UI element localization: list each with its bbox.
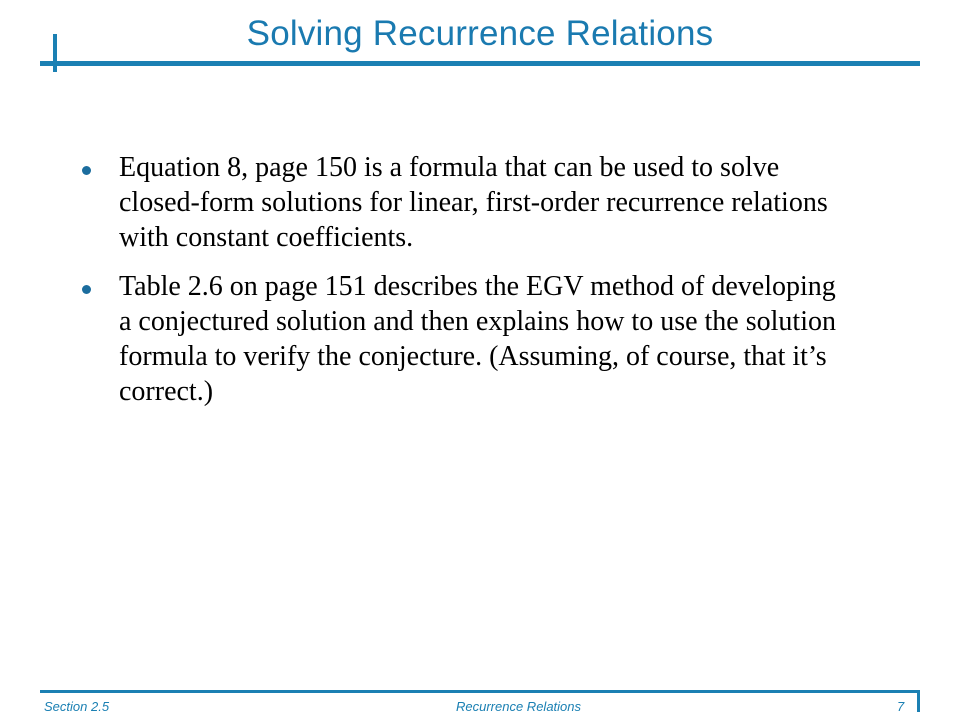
title-underline bbox=[40, 61, 920, 66]
slide-title: Solving Recurrence Relations bbox=[246, 14, 714, 53]
footer-topic: Recurrence Relations bbox=[456, 699, 582, 714]
bullet-item bbox=[82, 150, 842, 255]
bullet-text: Equation 8, page 150 is a formula that can be used to solve closed-form solutions for linear, first-order recurrence relations with constant coefficients. bbox=[119, 152, 828, 253]
bullet-item bbox=[82, 269, 842, 409]
footer-accent-bar bbox=[917, 690, 920, 712]
bullet-dot-icon bbox=[82, 166, 91, 175]
bullet-text: Table 2.6 on page 151 describes the EGV method of developing a conjectured solution and then explains how to use the solution formula to verify the conjecture. (Assuming, of course, that it’s correct.) bbox=[119, 271, 836, 407]
title-accent-bar bbox=[53, 34, 57, 72]
bullet-list bbox=[82, 150, 842, 423]
footer-rule bbox=[40, 690, 920, 693]
footer-page-number: 7 bbox=[897, 699, 905, 714]
footer-section: Section 2.5 bbox=[44, 699, 110, 714]
bullet-dot-icon bbox=[82, 285, 91, 294]
